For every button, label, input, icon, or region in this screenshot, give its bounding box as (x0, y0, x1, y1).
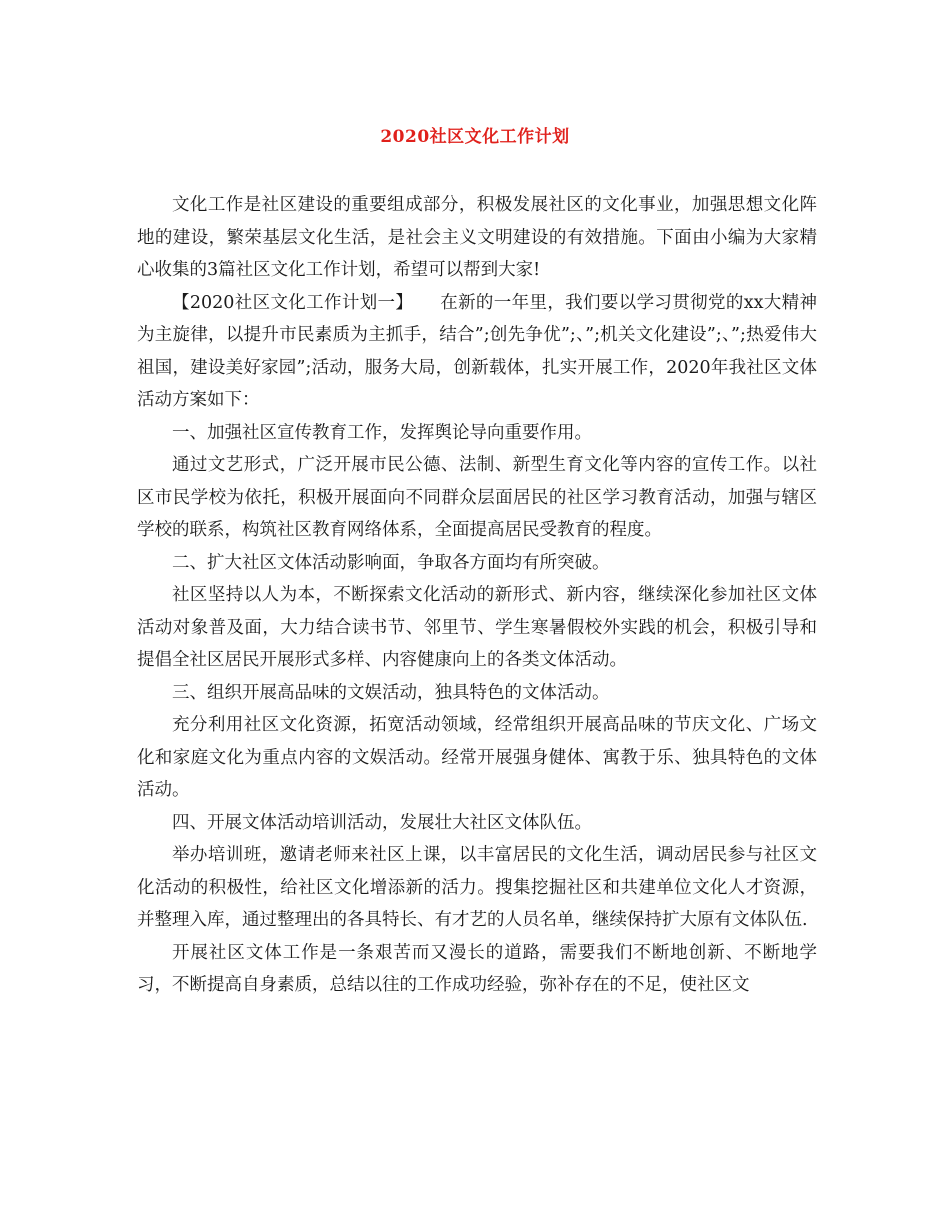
paragraph-plan-one: 【2020社区文化工作计划一】 在新的一年里，我们要以学习贯彻党的xx大精神为主旋律，以提升市民素质为主抓手，结合”;创先争优”;、”;机关文化建设”;、”;热爱伟大祖国，建设美好家园”;活动，服务大局，创新载体，扎实开展工作，2020年我社区文体活动方案如下： (137, 292, 817, 410)
section-heading-3: 三、组织开展高品味的文娱活动，独具特色的文体活动。 (172, 682, 610, 703)
section-heading-1: 一、加强社区宣传教育工作，发挥舆论导向重要作用。 (172, 422, 592, 443)
paragraph-section-4: 举办培训班，邀请老师来社区上课，以丰富居民的文化生活，调动居民参与社区文化活动的积极性，给社区文化增添新的活力。搜集挖掘社区和共建单位文化人才资源，并整理入库，通过整理出的各具特长、有才艺的人员名单，继续保持扩大原有文体队伍. (137, 845, 817, 930)
paragraph-section-2: 社区坚持以人为本，不断探索文化活动的新形式、新内容，继续深化参加社区文体活动对象普及面，大力结合读书节、邻里节、学生寒暑假校外实践的机会，积极引导和提倡全社区居民开展形式多样、内容健康向上的各类文体活动。 (137, 585, 817, 670)
paragraph-intro: 文化工作是社区建设的重要组成部分，积极发展社区的文化事业，加强思想文化阵地的建设，繁荣基层文化生活，是社会主义文明建设的有效措施。下面由小编为大家精心收集的3篇社区文化工作计划，希望可以帮到大家! (137, 195, 817, 280)
section-heading-2: 二、扩大社区文体活动影响面，争取各方面均有所突破。 (172, 552, 610, 573)
document-body (137, 189, 817, 1002)
document-title: 2020社区文化工作计划 (380, 127, 570, 147)
paragraph-closing: 开展社区文体工作是一条艰苦而又漫长的道路，需要我们不断地创新、不断地学习，不断提高自身素质，总结以往的工作成功经验，弥补存在的不足，使社区文 (137, 942, 817, 995)
paragraph-section-3: 充分利用社区文化资源，拓宽活动领域，经常组织开展高品味的节庆文化、广场文化和家庭文化为重点内容的文娱活动。经常开展强身健体、寓教于乐、独具特色的文体活动。 (137, 715, 817, 800)
paragraph-section-1: 通过文艺形式，广泛开展市民公德、法制、新型生育文化等内容的宣传工作。以社区市民学校为依托，积极开展面向不同群众层面居民的社区学习教育活动，加强与辖区学校的联系，构筑社区教育网络体系，全面提高居民受教育的程度。 (137, 455, 817, 540)
section-heading-4: 四、开展文体活动培训活动，发展壮大社区文体队伍。 (172, 812, 592, 833)
